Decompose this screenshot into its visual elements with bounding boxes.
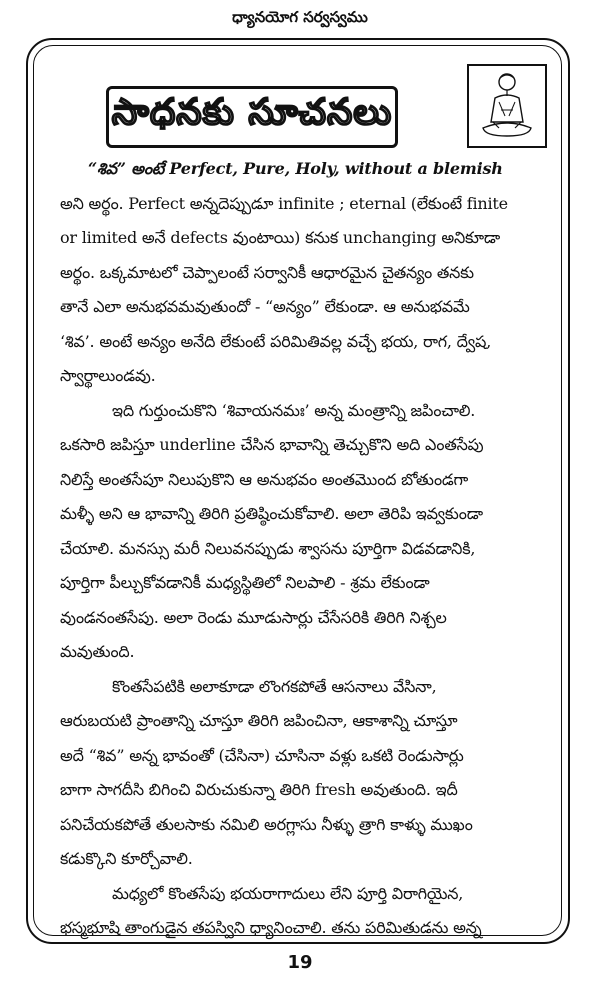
body-line: or limited అనే defects వుంటాయి) కనుక unchanging అనికూడా	[60, 228, 500, 247]
page-number: 19	[287, 952, 313, 973]
body-line: కడుక్కొని కూర్చోవాలి.	[60, 849, 193, 868]
body-line: మళ్ళీ అని ఆ భావాన్ని తిరిగి ప్రతిష్ఠించుకోవాలి. అలా తెరిపి ఇవ్వకుండా	[60, 504, 483, 523]
running-head: ధ్యానయోగ సర్వస్వము	[232, 8, 368, 26]
body-line: చేయాలి. మనస్సు మరీ నిలువనప్పుడు శ్వాసను పూర్తిగా విడవడానికి,	[60, 538, 476, 558]
body-line: నిలిస్తే అంతసేపూ నిలుపుకొని ఆ అనుభవం అంతమొంద బోతుండగా	[60, 469, 469, 489]
body-line: బాగా సాగదీసి బిగించి విరుచుకున్నా తిరిగి fresh అవుతుంది. ఇదీ	[60, 780, 458, 799]
seated-meditating-guru-icon	[467, 64, 547, 148]
body-line: అదే “శివ” అన్న భావంతో (చేసినా) చూసినా వళ్లు ఒకటి రెండుసార్లు	[60, 745, 464, 765]
body-line: తానే ఎలా అనుభవమవుతుందో - “అన్యం” లేకుండా. ఆ అనుభవమే	[60, 297, 470, 316]
chapter-title: సాధనకు సూచనలు	[111, 92, 393, 133]
body-line: వుండనంతసేపు. అలా రెండు మూడుసార్లు చేసేసరికి తిరిగి నిశ్చల	[60, 607, 447, 627]
body-line: అని అర్థం. Perfect అన్నదెప్పుడూ infinite ; eternal (లేకుంటే finite	[60, 193, 508, 213]
body-line: ఇది గుర్తుంచుకొని ‘శివాయనమః’ అన్న మంత్రాన్ని జపించాలి.	[112, 400, 476, 420]
body-line: పనిచేయకపోతే తులసాకు నమిలి అరగ్లాసు నీళ్ళు త్రాగి కాళ్ళు ముఖం	[60, 814, 473, 834]
body-line: అర్థం. ఒక్కమాటలో చెప్పాలంటే సర్వానికీ ఆధారమైన చైతన్యం తనకు	[60, 262, 474, 282]
body-line: మవుతుంది.	[60, 642, 135, 661]
body-line: ‘శివ’. అంటే అన్యం అనేది లేకుంటే పరిమితివల్ల వచ్చే భయ, రాగ, ద్వేష,	[60, 331, 492, 351]
body-line: భస్మభూషి తాంగుడైన తపస్విని ధ్యానించాలి. తను పరిమితుడను అన్న	[60, 918, 482, 937]
body-line: “శివ” అంటే Perfect, Pure, Holy, without a blemish	[88, 159, 503, 178]
body-text	[60, 152, 560, 946]
body-line: పూర్తిగా పీల్చుకోవడానికీ మధ్యస్థితిలో నిలపాలి - శ్రమ లేకుండా	[60, 573, 430, 592]
body-line: ఆరుబయటి ప్రాంతాన్ని చూస్తూ తిరిగి జపించినా, ఆకాశాన్ని చూస్తూ	[60, 711, 458, 730]
body-line: ఒకసారి జపిస్తూ underline చేసిన భావాన్ని తెచ్చుకొని అది ఎంతసేపు	[60, 435, 484, 454]
body-line: కొంతసేపటికి అలాకూడా లొంగకపోతే ఆసనాలు వేసినా,	[112, 676, 437, 696]
body-line: స్వార్థాలుండవు.	[60, 366, 156, 385]
body-line: మధ్యలో కొంతసేపు భయరాగాదులు లేని పూర్తి విరాగియైన,	[112, 883, 464, 903]
chapter-title-box	[106, 86, 398, 148]
